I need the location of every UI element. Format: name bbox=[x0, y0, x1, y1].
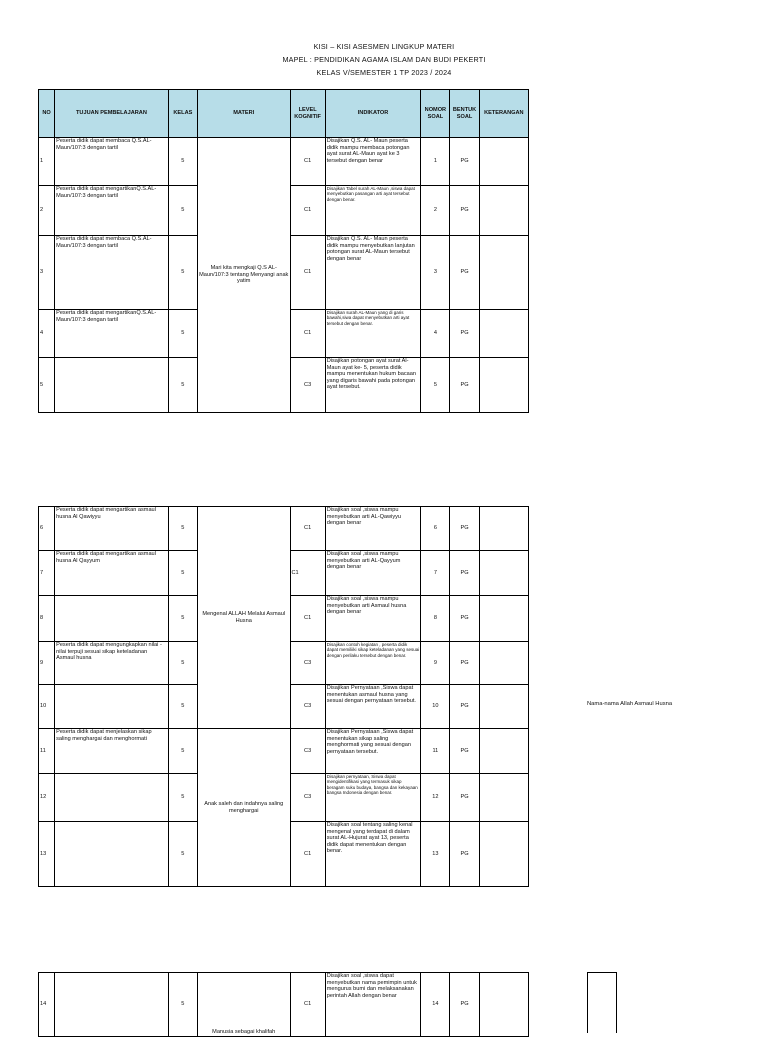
cell-indikator: Disajikan pernyataan, Siswa dapat mengidentifikasi yang termasuk sikap beragam suku budaya, bangsa dan kekayaan bangsa Indonesia dengan benar. bbox=[325, 774, 421, 822]
col-header-kelas: KELAS bbox=[168, 90, 197, 138]
cell-keterangan bbox=[479, 774, 528, 822]
cell-nomor: 10 bbox=[421, 685, 450, 729]
col-header-no: NO bbox=[39, 90, 55, 138]
cell-bentuk: PG bbox=[450, 236, 479, 310]
cell-keterangan bbox=[479, 138, 528, 186]
cell-tujuan bbox=[55, 358, 169, 413]
cell-keterangan bbox=[479, 236, 528, 310]
cell-no: 9 bbox=[39, 642, 55, 685]
cell-materi: Manusia sebagai khalifah bbox=[197, 973, 290, 1037]
cell-level: C1 bbox=[290, 822, 325, 887]
cell-kelas: 5 bbox=[168, 822, 197, 887]
cell-keterangan bbox=[479, 358, 528, 413]
col-header-indikator: INDIKATOR bbox=[325, 90, 421, 138]
kisi-table-1 bbox=[38, 89, 529, 413]
cell-no: 10 bbox=[39, 685, 55, 729]
cell-nomor: 5 bbox=[421, 358, 450, 413]
cell-tujuan: Peserta didik dapat membaca Q.S.AL-Maun/107:3 dengan tartil bbox=[55, 138, 169, 186]
cell-no: 5 bbox=[39, 358, 55, 413]
col-header-keterangan: KETERANGAN bbox=[479, 90, 528, 138]
cell-bentuk: PG bbox=[450, 596, 479, 642]
cell-bentuk: PG bbox=[450, 358, 479, 413]
cell-kelas: 5 bbox=[168, 685, 197, 729]
cell-nomor: 6 bbox=[421, 507, 450, 551]
kisi-table-3 bbox=[38, 972, 529, 1037]
cell-kelas: 5 bbox=[168, 507, 197, 551]
cell-indikator: Disajikan Q.S. AL- Maun peserta didik mampu menyebutkan lanjutan potongan surat AL-Maun tersebut dengan benar bbox=[325, 236, 421, 310]
cell-tujuan: Peserta didik dapat menjelaskan sikap saling menghargai dan menghormati bbox=[55, 729, 169, 774]
cell-no: 11 bbox=[39, 729, 55, 774]
table-row bbox=[39, 729, 529, 774]
table-row bbox=[39, 507, 529, 551]
cell-bentuk: PG bbox=[450, 822, 479, 887]
cell-keterangan bbox=[479, 310, 528, 358]
cell-indikator: Disajikan Pernyataan ,Siswa dapat menentukan asmaul husna yang sesuai dengan pernyataan tersebut. bbox=[325, 685, 421, 729]
cell-level: C1 bbox=[290, 596, 325, 642]
cell-indikator: Disajikan contoh kegiatan , peserta didik dapat memiliiki sikap keteladanan yang sesuai dengan perilaku tersebut dengan benar. bbox=[325, 642, 421, 685]
cell-kelas: 5 bbox=[168, 642, 197, 685]
cell-indikator: Disajikan Pernyataan ,Siswa dapat menentukan sikap saling menghormati yang sesuai dengan pernyataan tersebut. bbox=[325, 729, 421, 774]
cell-indikator: Disajikan potongan ayat surat Al-Maun ayat ke- 5, peserta didik mampu menentukan hukum bacaan yang digaris bawahi pada potongan ayat tersebut. bbox=[325, 358, 421, 413]
cell-indikator: Disajikan soal tentang saling kenal mengenal yang terdapat di dalam surat AL-Hujurat ayat 13, peserta didik dapat menentukan dengan benar. bbox=[325, 822, 421, 887]
cell-level: C3 bbox=[290, 642, 325, 685]
cell-bentuk: PG bbox=[450, 973, 479, 1037]
cell-no: 8 bbox=[39, 596, 55, 642]
cell-level: C1 bbox=[290, 551, 325, 596]
cell-no: 1 bbox=[39, 138, 55, 186]
cell-indikator: Disajikan soal ,siswa mampu menyebutkan arti AL-Qayyum dengan benar bbox=[325, 551, 421, 596]
cell-level: C3 bbox=[290, 729, 325, 774]
cell-kelas: 5 bbox=[168, 729, 197, 774]
cell-kelas: 5 bbox=[168, 774, 197, 822]
cell-keterangan bbox=[479, 186, 528, 236]
cell-keterangan bbox=[479, 822, 528, 887]
cell-nomor: 2 bbox=[421, 186, 450, 236]
cell-indikator: Disajikan Tabel surah AL-Maun ,siswa dapat menyebutkan pasangan arti ayat tersebut dengan benar. bbox=[325, 186, 421, 236]
cell-bentuk: PG bbox=[450, 186, 479, 236]
cell-no: 13 bbox=[39, 822, 55, 887]
cell-tujuan bbox=[55, 774, 169, 822]
cell-no: 14 bbox=[39, 973, 55, 1037]
cell-no: 4 bbox=[39, 310, 55, 358]
cell-level: C3 bbox=[290, 685, 325, 729]
cell-nomor: 12 bbox=[421, 774, 450, 822]
cell-tujuan bbox=[55, 822, 169, 887]
table-row bbox=[39, 973, 529, 1037]
cell-kelas: 5 bbox=[168, 186, 197, 236]
cell-kelas: 5 bbox=[168, 596, 197, 642]
cell-level: C1 bbox=[290, 236, 325, 310]
cell-no: 2 bbox=[39, 186, 55, 236]
cell-no: 12 bbox=[39, 774, 55, 822]
side-note: Nama-nama Allah Asmaul Husna bbox=[587, 701, 673, 707]
cell-nomor: 3 bbox=[421, 236, 450, 310]
cell-bentuk: PG bbox=[450, 138, 479, 186]
cell-nomor: 9 bbox=[421, 642, 450, 685]
table-row bbox=[39, 138, 529, 186]
cell-bentuk: PG bbox=[450, 729, 479, 774]
cell-nomor: 8 bbox=[421, 596, 450, 642]
kisi-table-2 bbox=[38, 506, 529, 887]
cell-indikator: Disajikan soal ,siswa dapat menyebutkan nama pemimpin untuk mengurus bumi dan melaksanakan perintah Allah dengan benar bbox=[325, 973, 421, 1037]
cell-indikator: Disajikan soal ,siswa mampu menyebutkan arti Asmaul husna dengan benar bbox=[325, 596, 421, 642]
cell-kelas: 5 bbox=[168, 551, 197, 596]
cell-no: 6 bbox=[39, 507, 55, 551]
cell-level: C1 bbox=[290, 507, 325, 551]
cell-level: C3 bbox=[290, 774, 325, 822]
cell-kelas: 5 bbox=[168, 973, 197, 1037]
cell-level: C1 bbox=[290, 138, 325, 186]
cell-tujuan bbox=[55, 685, 169, 729]
cell-kelas: 5 bbox=[168, 138, 197, 186]
cell-nomor: 4 bbox=[421, 310, 450, 358]
cell-keterangan bbox=[479, 973, 528, 1037]
col-header-materi: MATERI bbox=[197, 90, 290, 138]
cell-tujuan: Peserta didik dapat mengungkapkan nilai -nilai terpuji sesuai sikap keteladanan Asmaul husna bbox=[55, 642, 169, 685]
cell-tujuan bbox=[55, 596, 169, 642]
cell-level: C1 bbox=[290, 186, 325, 236]
cell-tujuan bbox=[55, 973, 169, 1037]
cell-indikator: Disajikan surah AL-Maun yang di garis bawahi,siwa dapat menyebutkan arti ayat tersebut dengan benar. bbox=[325, 310, 421, 358]
cell-level: C3 bbox=[290, 358, 325, 413]
cell-indikator: Disajikan soal ,siswa mampu menyebutkan arti AL-Qawiyyu dengan benar bbox=[325, 507, 421, 551]
cell-bentuk: PG bbox=[450, 551, 479, 596]
cell-materi: Anak saleh dan indahnya saling menghargai bbox=[197, 729, 290, 887]
cell-keterangan bbox=[479, 729, 528, 774]
cell-keterangan bbox=[479, 596, 528, 642]
cell-tujuan: Peserta didik dapat mengartikan asmaul husna Al Qawiyyu bbox=[55, 507, 169, 551]
cell-bentuk: PG bbox=[450, 774, 479, 822]
cell-no: 7 bbox=[39, 551, 55, 596]
col-header-level: LEVEL KOGNITIF bbox=[290, 90, 325, 138]
cell-keterangan bbox=[479, 507, 528, 551]
col-header-bentuk: BENTUK SOAL bbox=[450, 90, 479, 138]
col-header-nomor: NOMOR SOAL bbox=[421, 90, 450, 138]
cell-kelas: 5 bbox=[168, 310, 197, 358]
cell-keterangan bbox=[479, 551, 528, 596]
cell-nomor: 11 bbox=[421, 729, 450, 774]
cell-nomor: 14 bbox=[421, 973, 450, 1037]
cell-materi: Mari kita mengkaji Q.S AL-Maun/107:3 tentang Menyangi anak yatim bbox=[197, 138, 290, 413]
cell-indikator: Disajikan Q.S. AL- Maun peserta didik mampu membaca potongan ayat surat AL-Maun ayat ke 3 tersebut dengan benar bbox=[325, 138, 421, 186]
cell-level: C1 bbox=[290, 310, 325, 358]
cell-bentuk: PG bbox=[450, 685, 479, 729]
doc-subject: MAPEL : PENDIDIKAN AGAMA ISLAM DAN BUDI PEKERTI bbox=[282, 55, 486, 64]
cell-tujuan: Peserta didik dapat membaca Q.S.AL-Maun/107:3 dengan tartil bbox=[55, 236, 169, 310]
doc-title: KISI – KISI ASESMEN LINGKUP MATERI bbox=[313, 42, 455, 51]
col-header-tujuan: TUJUAN PEMBELAJARAN bbox=[55, 90, 169, 138]
cell-no: 3 bbox=[39, 236, 55, 310]
cell-bentuk: PG bbox=[450, 310, 479, 358]
cell-keterangan bbox=[479, 685, 528, 729]
cell-tujuan: Peserta didik dapat mengartikanQ.S.AL-Maun/107:3 dengan tartil bbox=[55, 186, 169, 236]
doc-class-semester: KELAS V/SEMESTER 1 TP 2023 / 2024 bbox=[316, 68, 452, 77]
cell-keterangan bbox=[479, 642, 528, 685]
cell-tujuan: Peserta didik dapat mengartikan asmaul husna Al Qayyum bbox=[55, 551, 169, 596]
cell-level: C1 bbox=[290, 973, 325, 1037]
cell-nomor: 1 bbox=[421, 138, 450, 186]
cell-bentuk: PG bbox=[450, 507, 479, 551]
cell-bentuk: PG bbox=[450, 642, 479, 685]
cell-nomor: 13 bbox=[421, 822, 450, 887]
cell-nomor: 7 bbox=[421, 551, 450, 596]
table-header-row bbox=[39, 90, 529, 138]
cell-tujuan: Peserta didik dapat mengartikanQ.S.AL-Maun/107:3 dengan tartil bbox=[55, 310, 169, 358]
cell-kelas: 5 bbox=[168, 236, 197, 310]
cell-materi: Mengenal ALLAH Melalui Asmaul Husna bbox=[197, 507, 290, 729]
cell-kelas: 5 bbox=[168, 358, 197, 413]
